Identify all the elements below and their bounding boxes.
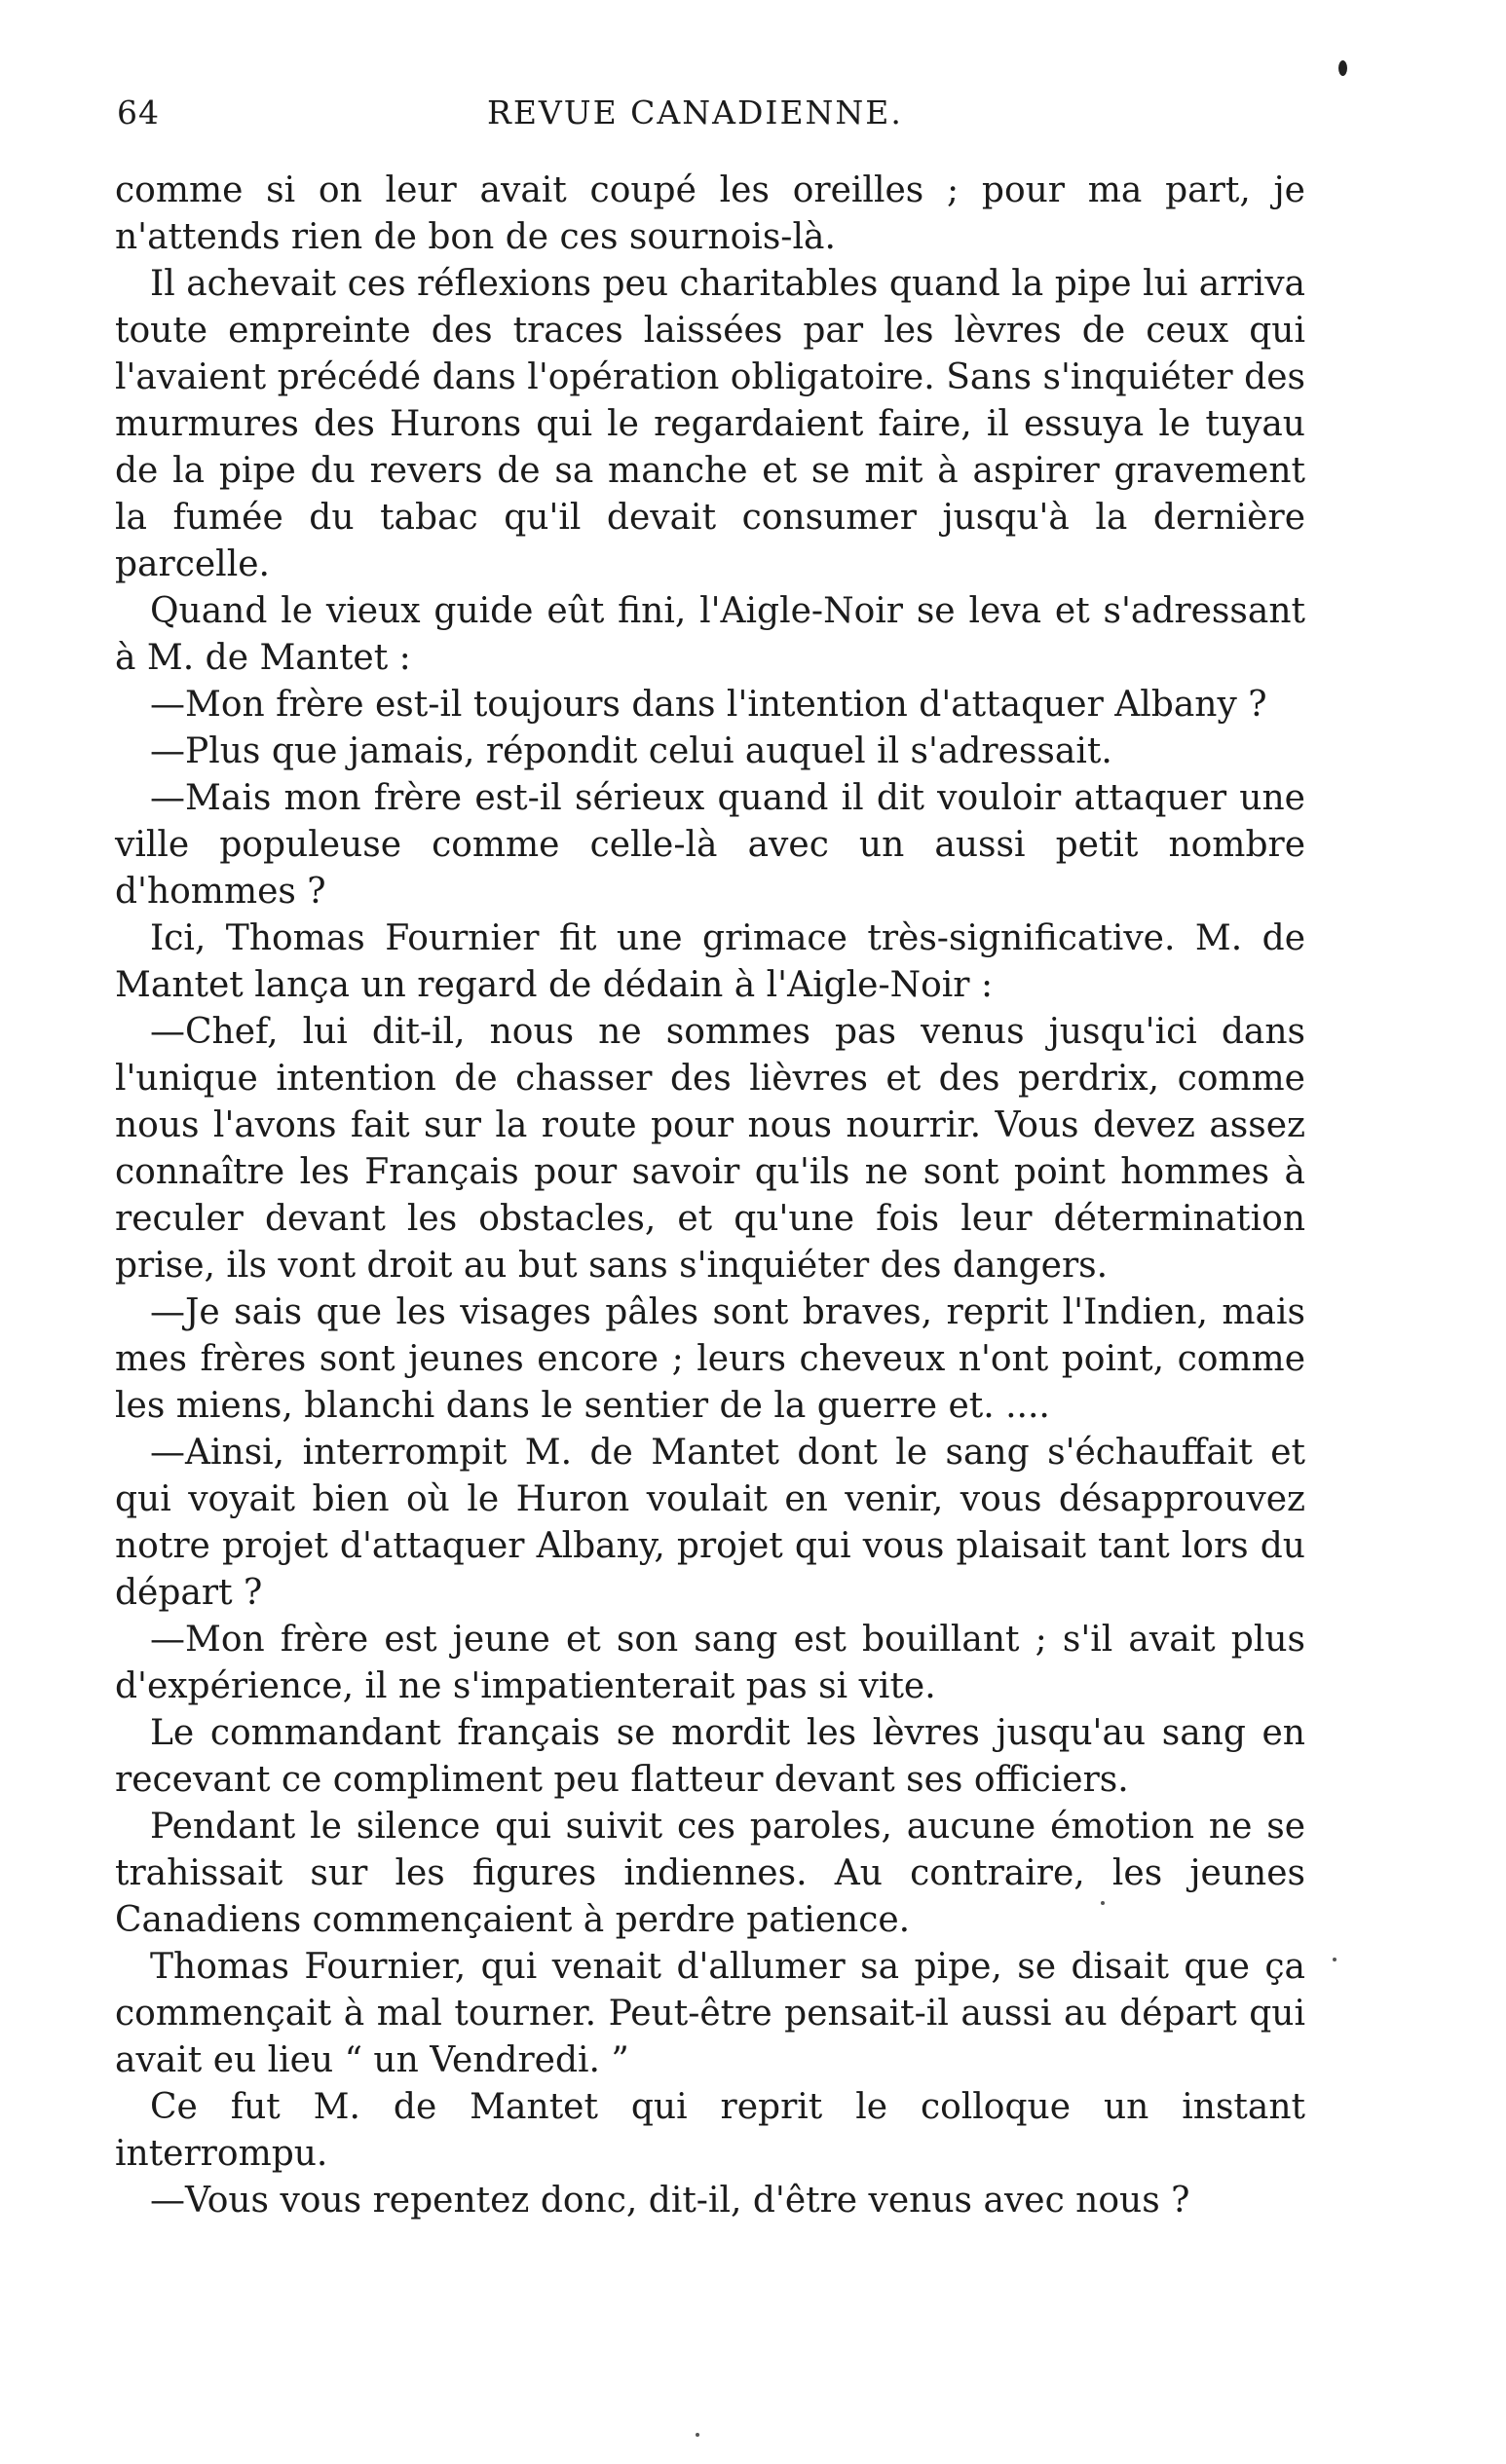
dialogue-line: —Ainsi, interrompit M. de Mantet dont le sang s'échauffait et qui voyait bien où le Huron voulait en venir, vous désapprouvez notre projet d'attaquer Albany, projet qui vous plaisait tant lors du départ ? [115, 1433, 1305, 1613]
paragraph: Ici, Thomas Fournier fit une grimace très-significative. M. de Mantet lança un regard de dédain à l'Aigle-Noir : [115, 918, 1305, 1005]
dialogue-line: —Je sais que les visages pâles sont braves, reprit l'Indien, mais mes frères sont jeunes encore ; leurs cheveux n'ont point, comme les miens, blanchi dans le sentier de la guerre et. .... [115, 1292, 1305, 1426]
dialogue-line: —Mais mon frère est-il sérieux quand il dit vouloir attaquer une ville populeuse comme celle-là avec un aussi petit nombre d'hommes ? [115, 778, 1305, 912]
paper-speck [1101, 1901, 1105, 1905]
paragraph: Ce fut M. de Mantet qui reprit le colloque un instant interrompu. [115, 2087, 1305, 2174]
paper-speck [696, 2433, 699, 2437]
body-text [115, 168, 1305, 2224]
paragraph: Pendant le silence qui suivit ces paroles, aucune émotion ne se trahissait sur les figures indiennes. Au contraire, les jeunes Canadiens commençaient à perdre patience. [115, 1807, 1305, 1940]
dialogue-line: —Plus que jamais, répondit celui auquel il s'adressait. [150, 731, 1112, 771]
running-title: REVUE CANADIENNE. [487, 93, 903, 131]
dialogue-line: —Vous vous repentez donc, dit-il, d'être venus avec nous ? [150, 2181, 1190, 2221]
ink-mark [1338, 60, 1347, 76]
dialogue-line: —Mon frère est jeune et son sang est bouillant ; s'il avait plus d'expérience, il ne s'impatienterait pas si vite. [115, 1620, 1305, 1706]
paragraph: Il achevait ces réflexions peu charitables quand la pipe lui arriva toute empreinte des traces laissées par les lèvres de ceux qui l'avaient précédé dans l'opération obligatoire. Sans s'inquiéter des murmures des Hurons qui le regardaient faire, il essuya le tuyau de la pipe du revers de sa manche et se mit à aspirer gravement la fumée du tabac qu'il devait consumer jusqu'à la dernière parcelle. [115, 264, 1305, 584]
dialogue-line: —Chef, lui dit-il, nous ne sommes pas venus jusqu'ici dans l'unique intention de chasser des lièvres et des perdrix, comme nous l'avons fait sur la route pour nous nourrir. Vous devez assez connaître les Français pour savoir qu'ils ne sont point hommes à reculer devant les obstacles, et qu'une fois leur détermination prise, ils vont droit au but sans s'inquiéter des dangers. [115, 1012, 1305, 1286]
paragraph: Quand le vieux guide eût fini, l'Aigle-Noir se leva et s'adressant à M. de Mantet : [115, 591, 1305, 678]
paragraph: comme si on leur avait coupé les oreilles ; pour ma part, je n'attends rien de bon de ces sournois-là. [115, 170, 1305, 257]
paragraph: Le commandant français se mordit les lèvres jusqu'au sang en recevant ce compliment peu flatteur devant ses officiers. [115, 1713, 1305, 1800]
paper-speck [1333, 1958, 1337, 1961]
dialogue-line: —Mon frère est-il toujours dans l'intention d'attaquer Albany ? [150, 685, 1267, 725]
page-number: 64 [117, 93, 160, 131]
paragraph: Thomas Fournier, qui venait d'allumer sa pipe, se disait que ça commençait à mal tourner. Peut-être pensait-il aussi au départ qui avait eu lieu “ un Vendredi. ” [115, 1947, 1305, 2080]
page-header [117, 93, 1315, 152]
